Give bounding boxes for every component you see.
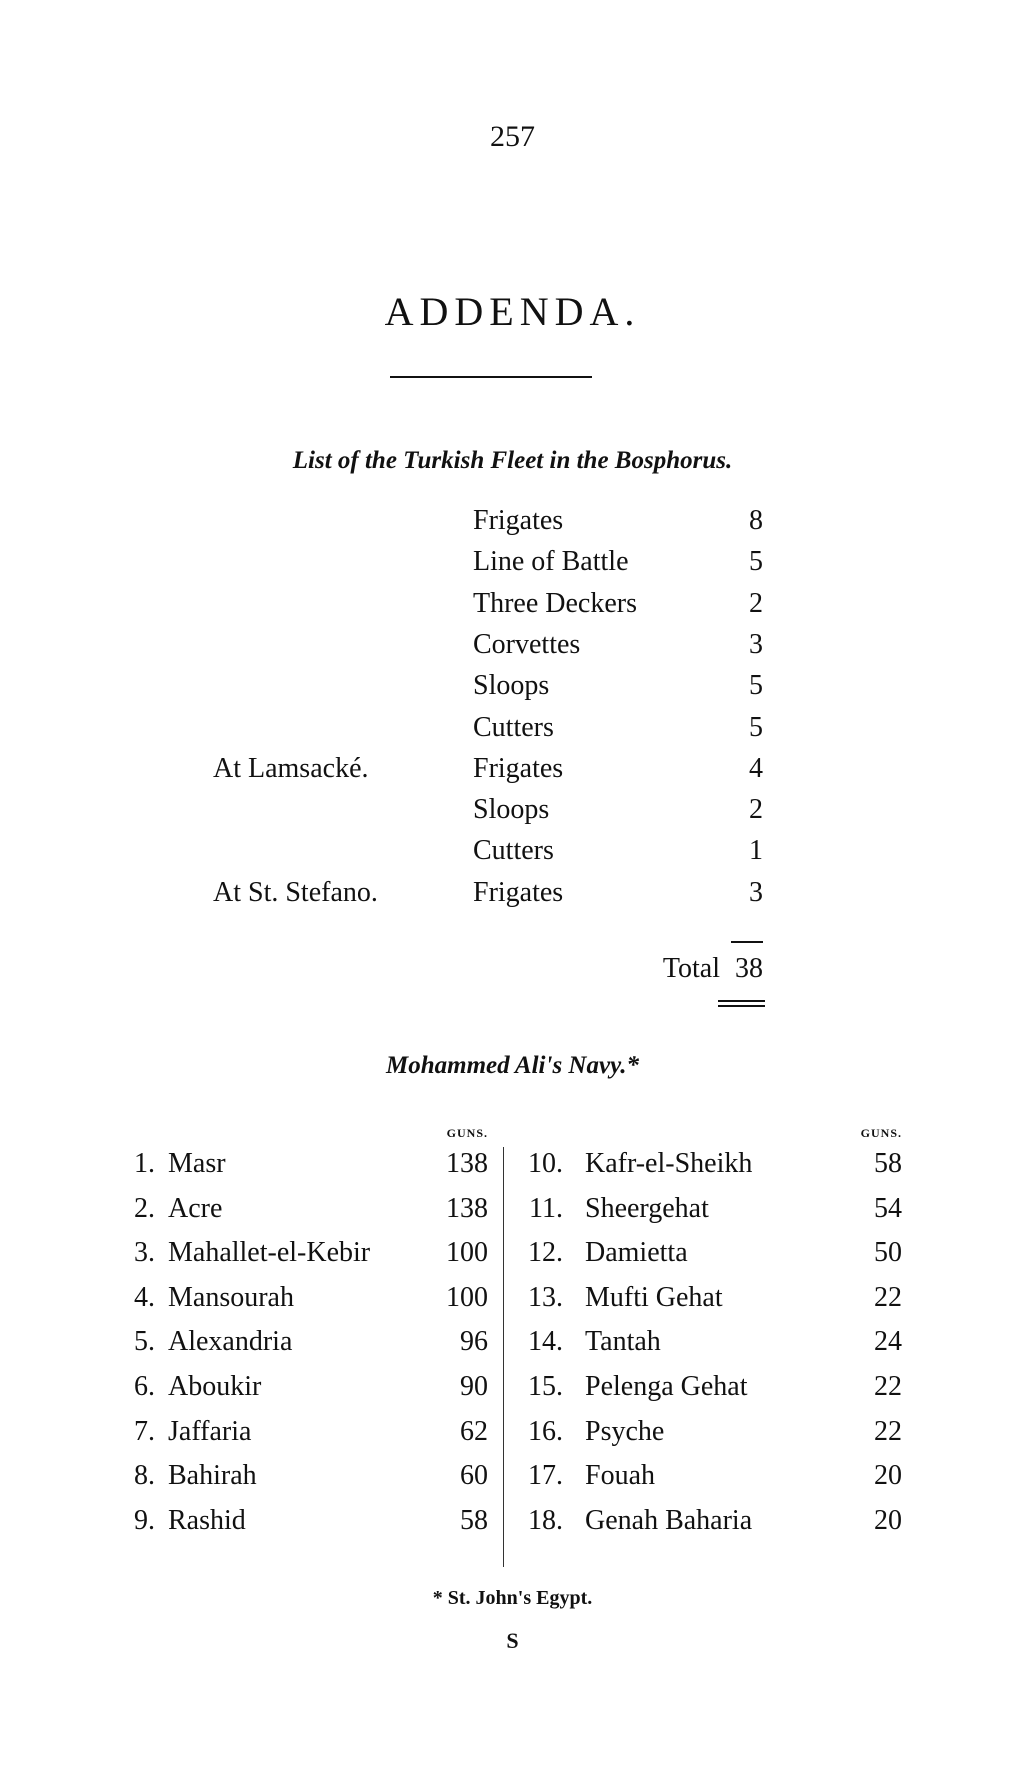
fleet-location: At Lamsacké. xyxy=(213,753,369,784)
ship-guns: 20 xyxy=(874,1505,902,1536)
fleet-type: Frigates xyxy=(473,877,564,908)
ship-row xyxy=(0,1193,500,1238)
navy-heading: Mohammed Ali's Navy.* xyxy=(385,1052,639,1079)
ship-row xyxy=(500,1282,1025,1327)
fleet-count: 1 xyxy=(749,835,763,866)
ship-row xyxy=(500,1371,1025,1416)
title-rule xyxy=(390,376,592,378)
ship-name: Genah Baharia xyxy=(585,1505,753,1536)
ship-name: Rashid xyxy=(168,1505,246,1536)
fleet-type: Line of Battle xyxy=(473,546,629,577)
fleet-row xyxy=(0,794,1025,836)
ship-guns: 58 xyxy=(874,1148,902,1179)
fleet-type: Sloops xyxy=(473,794,550,825)
ship-name: Acre xyxy=(168,1193,223,1224)
total-double-rule xyxy=(718,1005,765,1007)
ship-number: 13. xyxy=(528,1282,563,1313)
fleet-count: 4 xyxy=(749,753,763,784)
ship-name: Masr xyxy=(168,1148,226,1179)
ship-guns: 138 xyxy=(446,1193,488,1224)
ship-name: Fouah xyxy=(585,1460,655,1491)
fleet-count: 3 xyxy=(749,629,763,660)
ship-guns: 62 xyxy=(460,1416,488,1447)
ship-number: 1. xyxy=(134,1148,155,1179)
guns-header-right: GUNS. xyxy=(860,1126,902,1140)
fleet-type: Frigates xyxy=(473,505,564,536)
fleet-count: 5 xyxy=(749,670,763,701)
footnote: * St. John's Egypt. xyxy=(432,1587,593,1609)
fleet-type: Corvettes xyxy=(473,629,581,660)
ship-row xyxy=(0,1416,500,1461)
ship-guns: 90 xyxy=(460,1371,488,1402)
ship-row xyxy=(0,1505,500,1550)
fleet-row xyxy=(0,629,1025,671)
fleet-row xyxy=(0,835,1025,877)
ship-name: Damietta xyxy=(585,1237,688,1268)
ship-number: 11. xyxy=(529,1193,563,1224)
ship-name: Mufti Gehat xyxy=(585,1282,723,1313)
fleet-row xyxy=(0,670,1025,712)
fleet-type: Cutters xyxy=(473,835,554,866)
ship-row xyxy=(500,1326,1025,1371)
fleet-count: 5 xyxy=(749,546,763,577)
fleet-count: 2 xyxy=(749,794,763,825)
fleet-row xyxy=(0,588,1025,630)
fleet-count: 2 xyxy=(749,588,763,619)
page-number: 257 xyxy=(490,120,535,153)
ship-guns: 22 xyxy=(874,1371,902,1402)
page-title: ADDENDA. xyxy=(384,289,641,334)
ship-guns: 24 xyxy=(874,1326,902,1357)
ship-number: 3. xyxy=(134,1237,155,1268)
ship-name: Alexandria xyxy=(168,1326,293,1357)
fleet-count: 3 xyxy=(749,877,763,908)
fleet-row xyxy=(0,546,1025,588)
ship-number: 7. xyxy=(134,1416,155,1447)
fleet-type: Three Deckers xyxy=(473,588,638,619)
total-rule-top xyxy=(731,941,763,943)
ship-guns: 54 xyxy=(874,1193,902,1224)
fleet-row xyxy=(0,505,1025,547)
fleet-type: Frigates xyxy=(473,753,564,784)
ship-guns: 50 xyxy=(874,1237,902,1268)
ship-row xyxy=(0,1148,500,1193)
total-double-rule xyxy=(718,1000,765,1002)
ship-row xyxy=(500,1193,1025,1238)
fleet-total-value: 38 xyxy=(735,953,763,984)
ship-number: 9. xyxy=(134,1505,155,1536)
ship-guns: 100 xyxy=(446,1237,488,1268)
ship-row xyxy=(0,1460,500,1505)
ship-name: Bahirah xyxy=(168,1460,257,1491)
fleet-type: Cutters xyxy=(473,712,554,743)
fleet-row xyxy=(0,753,1025,795)
ship-name: Pelenga Gehat xyxy=(585,1371,748,1402)
fleet-location: At St. Stefano. xyxy=(213,877,378,908)
fleet-row xyxy=(0,877,1025,919)
ship-number: 15. xyxy=(528,1371,563,1402)
signature-mark: S xyxy=(506,1628,519,1653)
ship-number: 12. xyxy=(528,1237,563,1268)
ship-row xyxy=(0,1237,500,1282)
ship-number: 10. xyxy=(528,1148,563,1179)
fleet-count: 5 xyxy=(749,712,763,743)
fleet-heading: List of the Turkish Fleet in the Bosphorus. xyxy=(292,447,733,474)
ship-number: 5. xyxy=(134,1326,155,1357)
ship-row xyxy=(0,1326,500,1371)
ship-row xyxy=(0,1371,500,1416)
ship-guns: 60 xyxy=(460,1460,488,1491)
fleet-total-label: Total xyxy=(662,953,720,984)
ship-name: Mahallet-el-Kebir xyxy=(168,1237,371,1268)
ship-row xyxy=(500,1237,1025,1282)
ship-row xyxy=(500,1148,1025,1193)
ship-name: Sheergehat xyxy=(585,1193,709,1224)
ship-name: Psyche xyxy=(585,1416,665,1447)
fleet-row xyxy=(0,712,1025,754)
ship-number: 6. xyxy=(134,1371,155,1402)
ship-row xyxy=(500,1460,1025,1505)
fleet-type: Sloops xyxy=(473,670,550,701)
ship-guns: 96 xyxy=(460,1326,488,1357)
ship-row xyxy=(500,1416,1025,1461)
ship-row xyxy=(500,1505,1025,1550)
ship-name: Aboukir xyxy=(168,1371,262,1402)
guns-header-left: GUNS. xyxy=(446,1126,488,1140)
ship-number: 8. xyxy=(134,1460,155,1491)
ship-guns: 58 xyxy=(460,1505,488,1536)
fleet-count: 8 xyxy=(749,505,763,536)
ship-number: 4. xyxy=(134,1282,155,1313)
ship-name: Mansourah xyxy=(168,1282,294,1313)
ship-name: Tantah xyxy=(585,1326,661,1357)
ship-guns: 22 xyxy=(874,1282,902,1313)
ship-number: 14. xyxy=(528,1326,563,1357)
ship-name: Kafr-el-Sheikh xyxy=(585,1148,753,1179)
ship-number: 16. xyxy=(528,1416,563,1447)
ship-guns: 20 xyxy=(874,1460,902,1491)
ship-number: 2. xyxy=(134,1193,155,1224)
ship-guns: 138 xyxy=(446,1148,488,1179)
ship-number: 18. xyxy=(528,1505,563,1536)
ship-guns: 22 xyxy=(874,1416,902,1447)
ship-row xyxy=(0,1282,500,1327)
ship-name: Jaffaria xyxy=(168,1416,252,1447)
ship-guns: 100 xyxy=(446,1282,488,1313)
ship-number: 17. xyxy=(528,1460,563,1491)
